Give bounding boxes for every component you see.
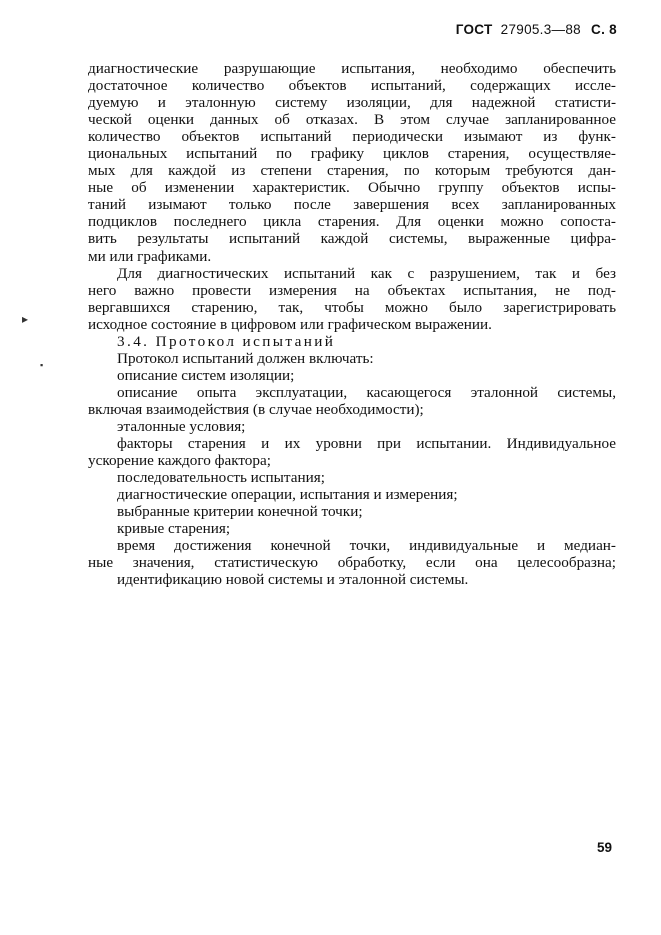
margin-mark: ▪: [40, 360, 44, 370]
text-line: идентификацию новой системы и эталонной системы.: [117, 571, 469, 589]
text-line: последовательность испытания;: [117, 469, 325, 487]
text-line: факторы старения и их уровни при испытании. Индивидуальное: [117, 435, 616, 453]
text-line: вергавшихся старению, так, чтобы можно было зарегистрировать: [88, 298, 616, 316]
standard-number: 27905.3—88: [500, 22, 581, 37]
text-line: кривые старения;: [117, 520, 231, 538]
text-line: него важно провести измерения на объектах испытания, не под-: [88, 281, 616, 299]
text-line: диагностические разрушающие испытания, необходимо обеспечить: [88, 60, 616, 77]
text-line: вить результаты испытаний каждой системы, выраженные цифра-: [88, 230, 616, 248]
margin-mark: ▸: [22, 312, 29, 326]
text-line: ми или графиками.: [88, 247, 212, 265]
text-line: Для диагностических испытаний как с разрушением, так и без: [117, 264, 616, 282]
text-line: ческой оценки данных об отказах. В этом случае запланированное: [88, 111, 616, 129]
text-line: мых для каждой из степени старения, по которым требуются дан-: [88, 162, 616, 180]
page-number: 59: [597, 840, 613, 855]
text-line: описание опыта эксплуатации, касающегося эталонной системы,: [117, 383, 616, 401]
standard-label: ГОСТ: [455, 22, 493, 37]
section-heading: 3.4. Протокол испытаний: [117, 332, 336, 350]
text-line: описание систем изоляции;: [117, 366, 295, 384]
document-body: [88, 60, 616, 588]
text-line: диагностические операции, испытания и измерения;: [117, 486, 458, 504]
text-line: циональных испытаний по графику циклов старения, осуществляе-: [88, 145, 616, 163]
text-line: таний изымают только после завершения всех запланированных: [88, 196, 616, 214]
text-line: включая взаимодействия (в случае необходимости);: [88, 400, 424, 418]
text-line: время достижения конечной точки, индивидуальные и медиан-: [117, 537, 616, 555]
text-line: достаточное количество объектов испытаний, содержащих иссле-: [88, 77, 616, 95]
text-line: Протокол испытаний должен включать:: [117, 349, 374, 367]
page-header: [456, 22, 617, 37]
text-line: ускорение каждого фактора;: [88, 452, 271, 470]
text-line: дуемую и эталонную систему изоляции, для надежной статисти-: [88, 94, 616, 112]
text-line: выбранные критерии конечной точки;: [117, 503, 363, 521]
text-line: эталонные условия;: [117, 417, 246, 435]
header-page-label: С. 8: [591, 22, 617, 37]
text-line: количество объектов испытаний периодически изымают из функ-: [88, 128, 616, 146]
text-line: подциклов последнего цикла старения. Для оценки можно сопоста-: [88, 213, 616, 231]
text-line: ные об изменении характеристик. Обычно группу объектов испы-: [88, 179, 616, 197]
text-line: ные значения, статистическую обработку, если она целесообразна;: [88, 554, 616, 572]
text-line: исходное состояние в цифровом или графическом выражении.: [88, 315, 492, 333]
